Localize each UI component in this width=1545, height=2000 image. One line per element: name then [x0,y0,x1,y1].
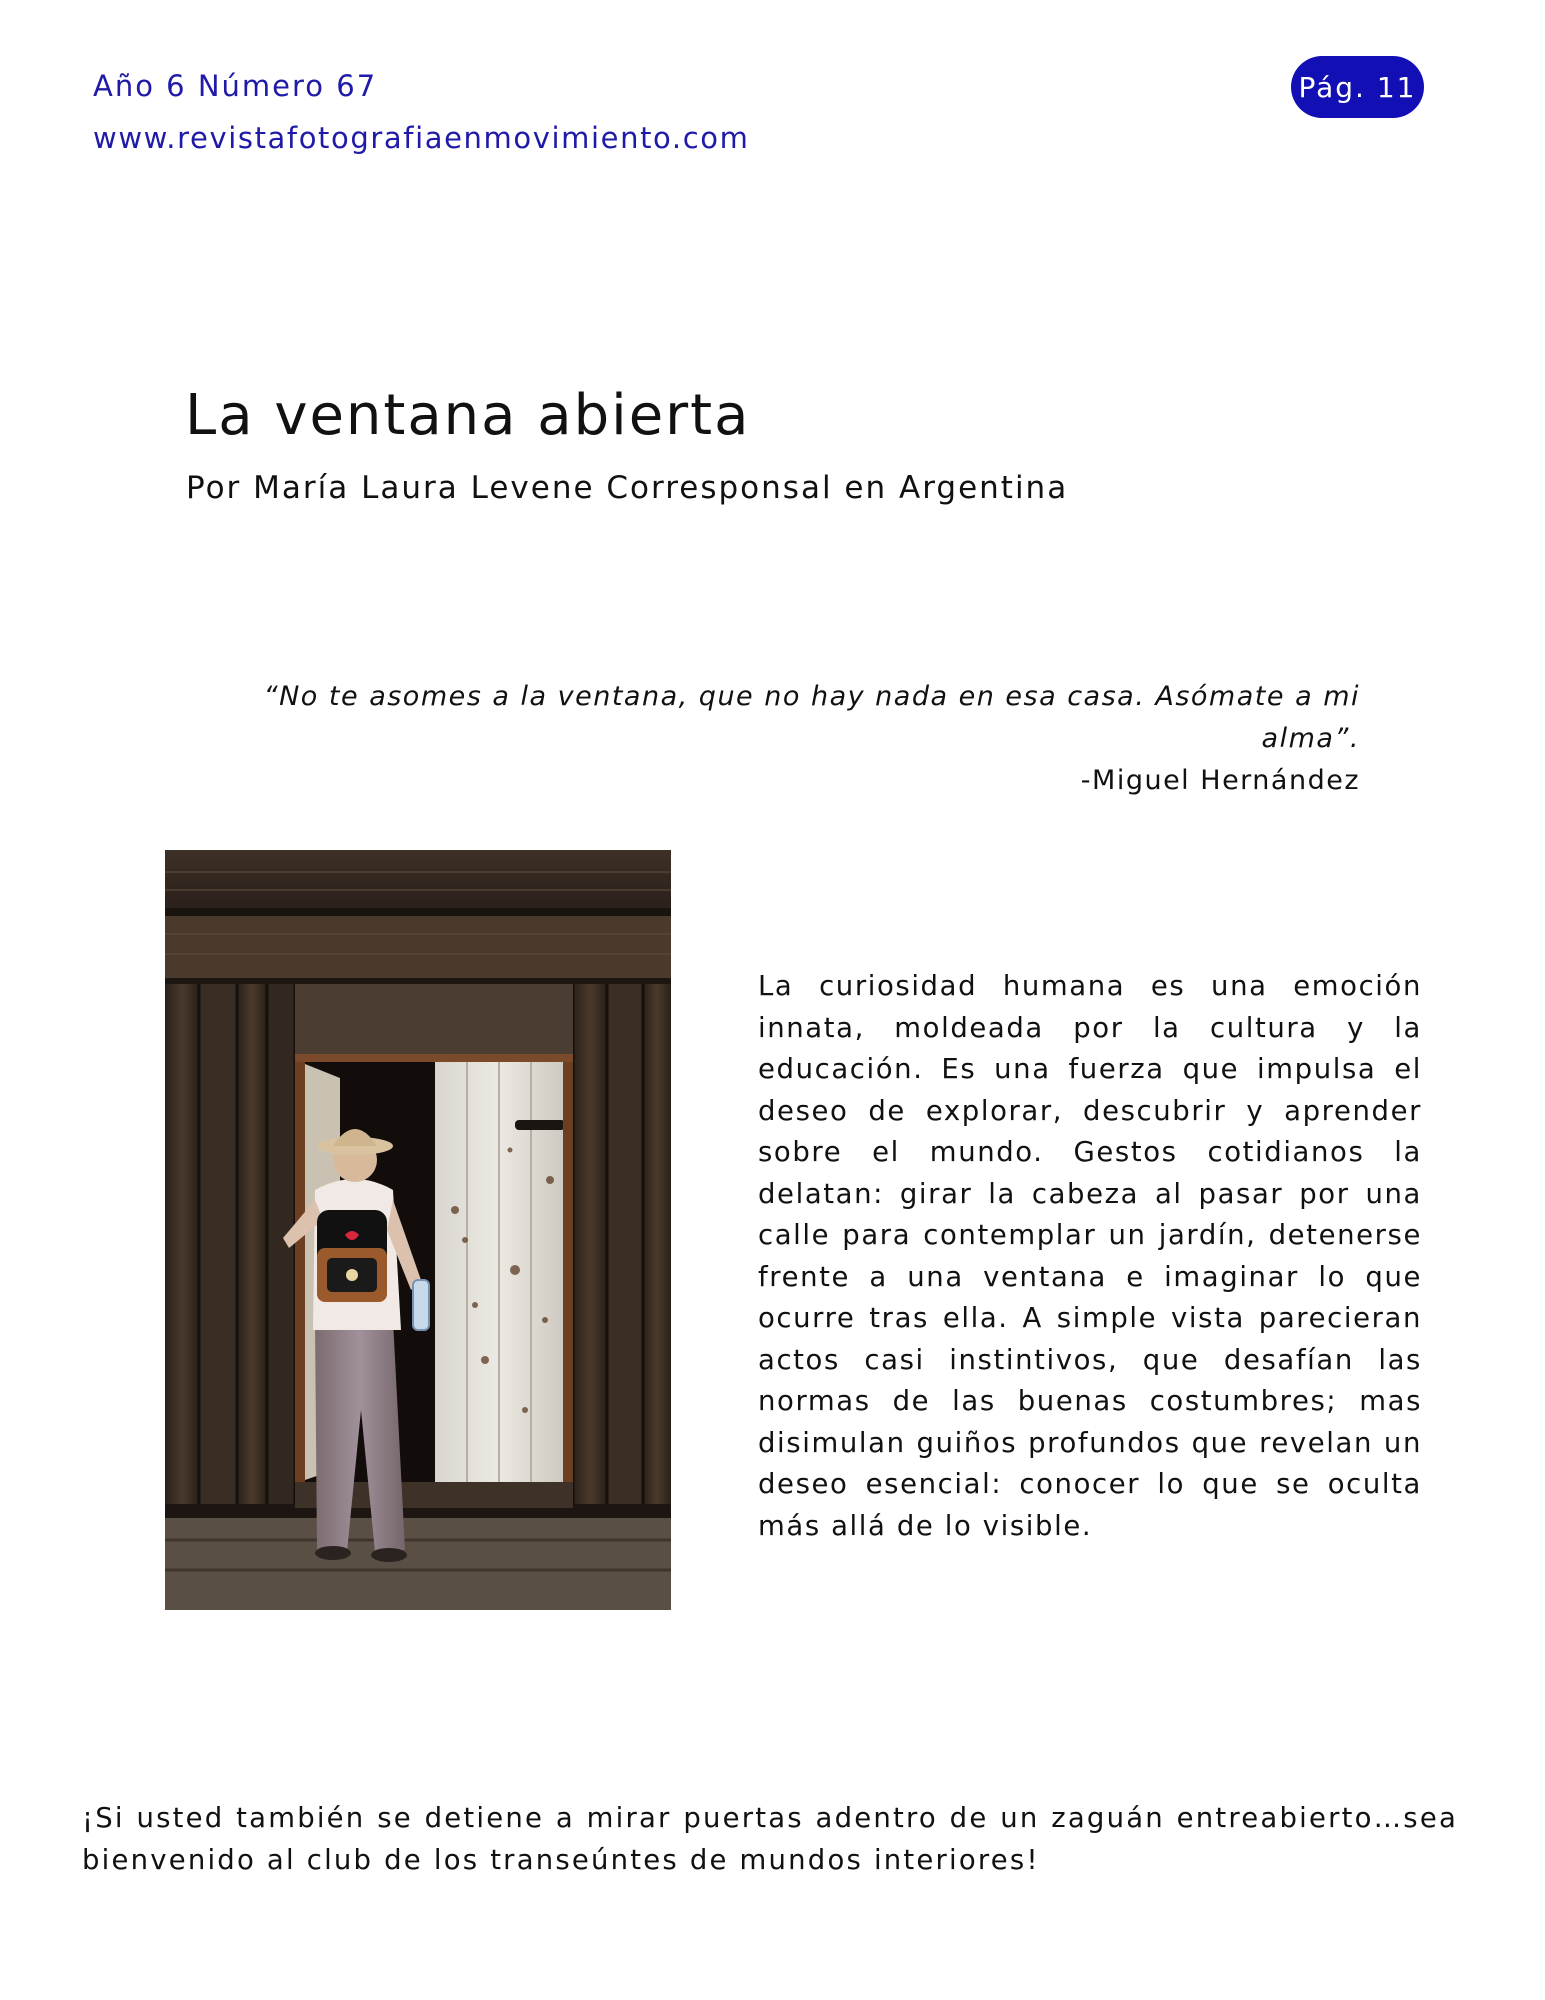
article-byline: Por María Laura Levene Corresponsal en Argentina [186,470,1069,506]
issue-number: Año 6 Número 67 [93,69,378,103]
page-number-badge: Pág. 11 [1291,56,1424,118]
epigraph [180,676,1360,802]
article-photo [165,850,671,1610]
article-title: La ventana abierta [185,383,751,448]
website-url[interactable]: www.revistafotografiaenmovimiento.com [93,121,750,155]
article-body: La curiosidad humana es una emoción innata, moldeada por la cultura y la educación. Es una fuerza que impulsa el deseo de explorar, descubrir y aprender sobre el mundo. Gestos cotidianos la delatan: girar la cabeza al pasar por una calle para contemplar un jardín, detenerse frente a una ventana e imaginar lo que ocurre tras ella. A simple vista parecieran actos casi instintivos, que desafían las normas de las buenas costumbres; mas disimulan guiños profundos que revelan un deseo esencial: conocer lo que se oculta más allá de lo visible. [758,970,1422,1542]
epigraph-author: -Miguel Hernández [1080,765,1360,796]
epigraph-text: “No te asomes a la ventana, que no hay nada en esa casa. Asómate a mi alma”. [263,681,1360,754]
closing-paragraph: ¡Si usted también se detiene a mirar puertas adentro de un zaguán entreabierto…sea bienvenido al club de los transeúntes de mundos interiores! [82,1802,1458,1876]
